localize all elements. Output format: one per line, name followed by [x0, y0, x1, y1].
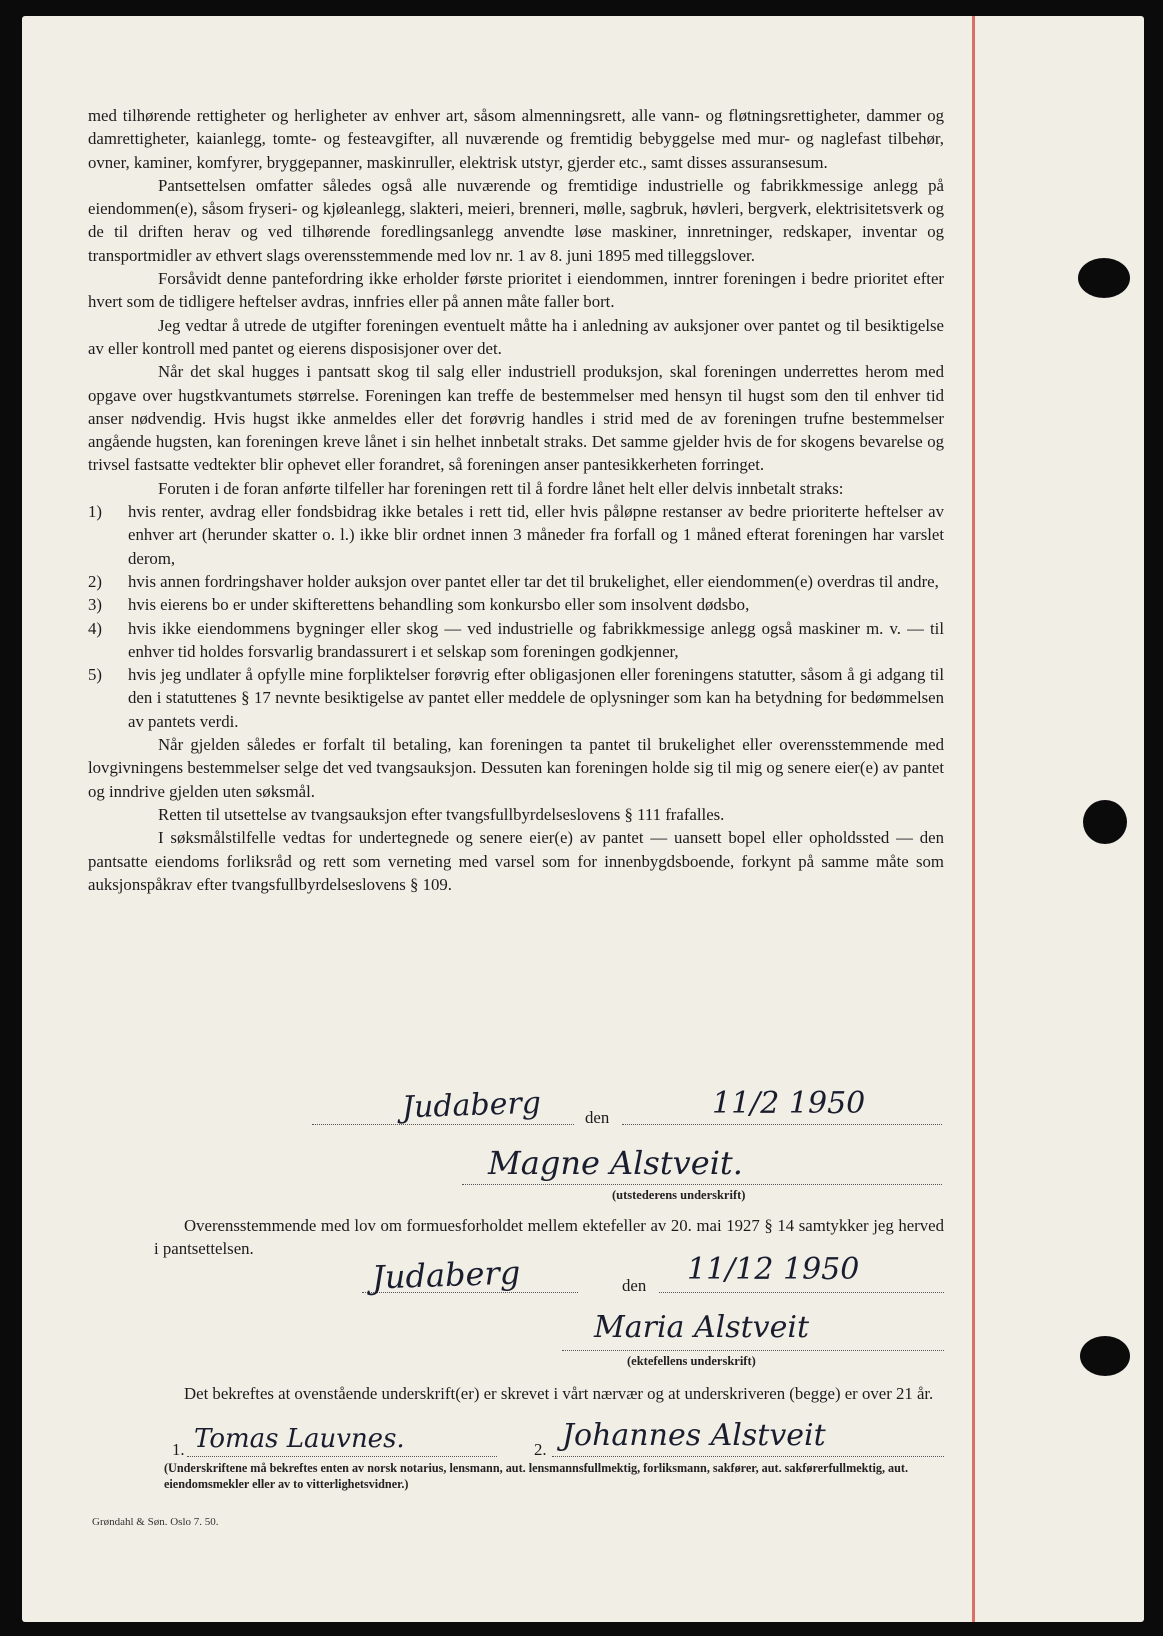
paragraph: Pantsettelsen omfatter således også alle nuværende og fremtidige industrielle og fabrikkmessige anlegg på eiendommen(e), såsom fryseri- og kjøleanlegg, slakteri, meieri, brenneri, mølle, sagbruk, høvleri, bergverk, elektrisitetsverk og de til driften herav og ved tilhørende foredlingsanlegg anvendte løse maskiner, innretninger, redskaper, inventar og transportmidler av ethvert slags overensstemmende med lov nr. 1 av 8. juni 1895 med tilleggslover.: [88, 175, 944, 265]
list-number: 4): [88, 618, 102, 638]
handwritten-witness-2: Johannes Alstveit: [562, 1418, 826, 1453]
document-body: [88, 104, 944, 896]
witness-number: 2.: [534, 1440, 547, 1459]
place-line: [312, 1124, 574, 1125]
punch-hole: [1080, 1336, 1130, 1376]
witness-line: [187, 1456, 497, 1457]
paragraph: Når gjelden således er forfalt til betaling, kan foreningen ta pantet til brukelighet eller overensstemmende med lovgivningens bestemmelser selge det ved tvangsauksjon. Dessuten kan foreningen holde sig til mig og senere eier(e) av pantet og inndrive gjelden uten søksmål.: [88, 735, 944, 801]
handwritten-signature: Magne Alstveit.: [488, 1144, 743, 1182]
list-number: 2): [88, 571, 102, 591]
signature-caption: (ektefellens underskrift): [627, 1354, 756, 1368]
list-number: 1): [88, 502, 102, 522]
list-item: [88, 663, 944, 733]
printer-imprint: Grøndahl & Søn. Oslo 7. 50.: [92, 1516, 219, 1528]
den-label: den: [585, 1108, 610, 1127]
conditions-list: [88, 500, 944, 733]
signature-line: [562, 1350, 944, 1351]
handwritten-date: 11/2 1950: [712, 1086, 866, 1121]
footnote: (Underskriftene må bekreftes enten av norsk notarius, lensmann, aut. lensmannsfullmektig, forliksmann, sakfører, aut. sakførerfullmektig, aut. eiendomsmekler eller av to vitterlighetsvidner.): [164, 1461, 909, 1491]
handwritten-place: Judaberg: [401, 1085, 542, 1126]
paragraph: Forsåvidt denne pantefordring ikke erholder første prioritet i eiendommen, inntrer foreningen i bedre prioritet efter hvert som de tidligere heftelser avdras, innfries eller på annen måte faller bort.: [88, 269, 944, 312]
den-label: den: [622, 1276, 647, 1295]
list-item: [88, 617, 944, 664]
paragraph: Foruten i de foran anførte tilfeller har foreningen rett til å fordre lånet helt eller delvis innbetalt straks:: [158, 478, 844, 498]
paragraph: Jeg vedtar å utrede de utgifter foreningen eventuelt måtte ha i anledning av auksjoner over pantet og til besiktigelse av eller kontroll med pantet og eierens disposisjoner over det.: [88, 315, 944, 358]
paragraph: Retten til utsettelse av tvangsauksjon efter tvangsfullbyrdelseslovens § 111 frafalles.: [158, 804, 725, 824]
list-item: [88, 570, 944, 593]
list-number: 3): [88, 595, 102, 615]
list-item: [88, 593, 944, 616]
document-page: [22, 16, 1144, 1622]
handwritten-date: 11/12 1950: [687, 1252, 860, 1287]
handwritten-witness-1: Tomas Lauvnes.: [194, 1424, 405, 1454]
list-text: hvis ikke eiendommens bygninger eller skog — ved industrielle og fabrikkmessige anlegg også maskiner m. v. — til enhver tid holdes forsvarlig brandassurert i et selskap som foreningen godkjenner,: [128, 618, 944, 661]
consent-paragraph: Overensstemmende med lov om formuesforholdet mellem ektefeller av 20. mai 1927 § 14 samtykker jeg herved i pantsettelsen.: [154, 1216, 944, 1259]
date-line: [622, 1124, 942, 1125]
signature-line: [462, 1184, 942, 1185]
list-text: hvis renter, avdrag eller fondsbidrag ikke betales i rett tid, eller hvis påløpne restanser av bedre prioriterte heftelser av enhver art (herunder skatter o. l.) ikke blir ordnet innen 3 måneder fra forfall og 1 måned efterat foreningen har varslet derom,: [128, 502, 944, 568]
witness-line: [552, 1456, 944, 1457]
witness-paragraph: Det bekreftes at ovenstående underskrift(er) er skrevet i vårt nærvær og at underskriveren (begge) er over 21 år.: [184, 1384, 934, 1403]
red-margin-line: [972, 16, 975, 1622]
punch-hole: [1078, 258, 1130, 298]
paragraph: I søksmålstilfelle vedtas for undertegnede og senere eier(e) av pantet — uansett bopel eller opholdssted — den pantsatte eiendoms forliksråd og rett som verneting med varsel som for innenbygdsboende, forkynt på samme måte som auksjonspåkrav efter tvangsfullbyrdelseslovens § 109.: [88, 828, 944, 894]
list-text: hvis annen fordringshaver holder auksjon over pantet eller tar det til brukelighet, eller eiendommen(e) overdras til andre,: [128, 571, 939, 591]
list-text: hvis jeg undlater å opfylle mine forpliktelser forøvrig efter obligasjonen eller foreningens statutter, såsom å gi adgang til den i statuttenes § 17 nevnte besiktigelse av pantet eller meddele de oplysninger som kan ha betydning for bedømmelsen av pantets verdi.: [128, 665, 944, 731]
paragraph: Når det skal hugges i pantsatt skog til salg eller industriell produksjon, skal foreningen underrettes herom med opgave over hugstkvantumets størrelse. Foreningen kan treffe de bestemmelser med hensyn til hugst som den til enhver tid anser nødvendig. Hvis hugst ikke anmeldes eller det forøvrig handles i strid med de av foreningen trufne bestemmelser angående hugsten, kan foreningen kreve lånet i sin helhet innbetalt straks. Det samme gjelder hvis de for skogens bevarelse og trivsel fastsatte vedtekter blir ophevet eller forandret, så foreningen anser pantesikkerheten forringet.: [88, 362, 944, 475]
paragraph: med tilhørende rettigheter og herligheter av enhver art, såsom almenningsrett, alle vann- og fløtningsrettigheter, dammer og damrettigheter, kaianlegg, tomte- og festeavgifter, all nuværende og fremtidig bebyggelse med mur- og naglefast tilbehør, ovner, kaminer, komfyrer, bryggepanner, maskinruller, elektrisk utstyr, gjerder etc., samt disses assuransesum.: [88, 106, 944, 172]
list-text: hvis eierens bo er under skifterettens behandling som konkursbo eller som insolvent dødsbo,: [128, 595, 750, 615]
list-item: [88, 500, 944, 570]
punch-hole: [1083, 800, 1127, 844]
handwritten-signature: Maria Alstveit: [594, 1310, 810, 1345]
list-number: 5): [88, 665, 102, 685]
date-line: [659, 1292, 944, 1293]
handwritten-place: Judaberg: [371, 1253, 521, 1297]
signature-caption: (utstederens underskrift): [612, 1188, 746, 1202]
witness-number: 1.: [172, 1440, 185, 1459]
